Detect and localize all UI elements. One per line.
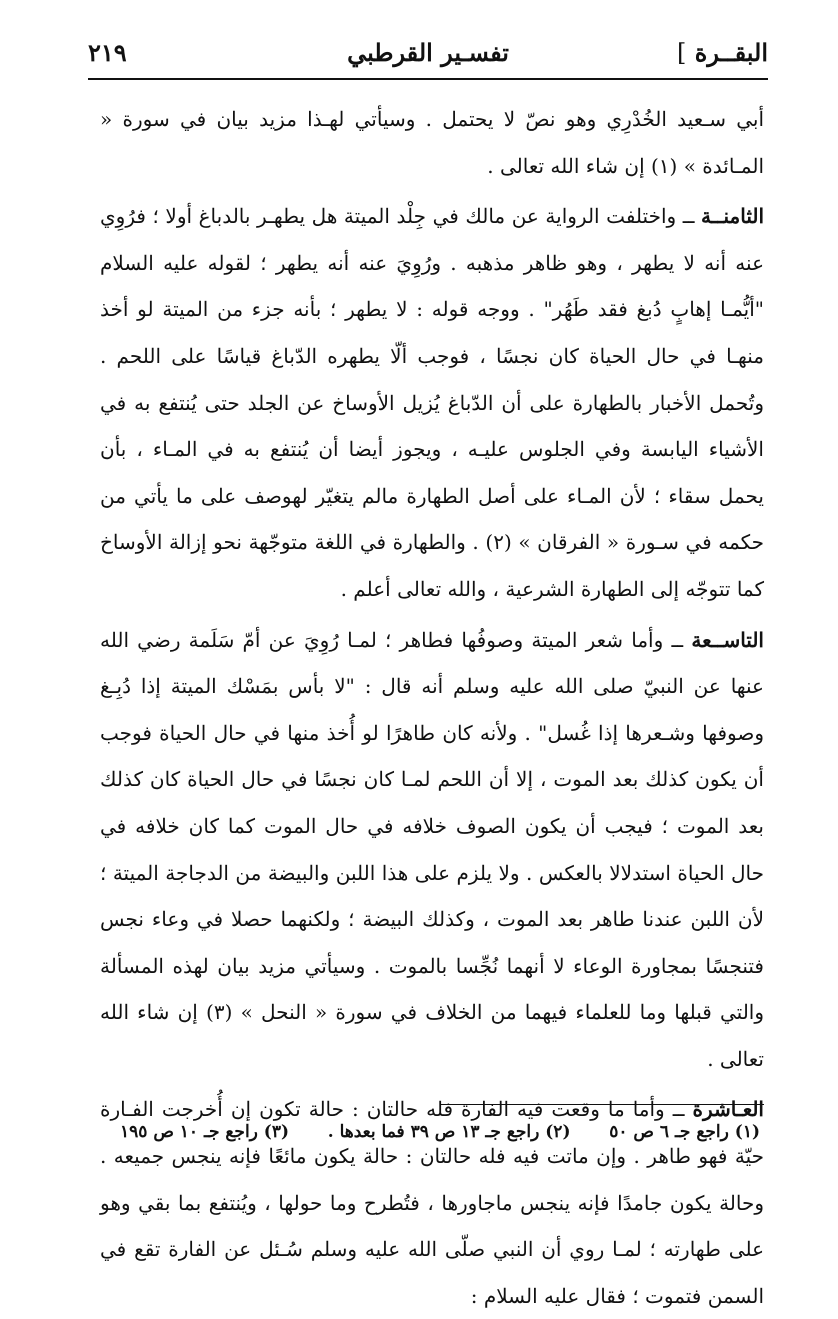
paragraph-text: ــ واختلفت الرواية عن مالك في جِلْد الميتة هل يطهـر بالدباغ أولا ؛ فرُوِي عنه أنه لا يطهر ، وهو ظاهر مذهبه . ورُوِيَ عنه أنه يطهر ؛ لقوله عليه السلام "أيُّمـا إهابٍ دُبغ فقد طَهُر" . ووجه قوله : لا يطهر ؛ بأنه جزء من الميتة لو أخذ منهـا في حال الحياة كان نجسًا ، فوجب ألّا يطهره الدّباغ قياسًا على اللحم . وتُحمل الأخبار بالطهارة على أن الدّباغ يُزيل الأوساخ عن الجلد حتى يُنتفع به في الأشياء اليابسة وفي الجلوس عليـه ، ويجوز أيضا أن يُنتفع به في المـاء ، بأن يحمل سقاء ؛ لأن المـاء على أصل الطهارة مالم يتغيّر لهوصف على ما يأتي من حكمه في سـورة « الفرقان » (٢) . والطهارة في اللغة متوجّهة نحو إزالة الأوساخ كما تتوجّه إلى الطهارة الشرعية ، والله تعالى أعلم .: [100, 204, 764, 601]
running-header: [88, 32, 768, 78]
paragraph-text: أبي سـعيد الخُدْرِي وهو نصّ لا يحتمل . وسيأتي لهـذا مزيد بيان في سورة « المـائدة » (١) إن شاء الله تعالى .: [100, 107, 764, 178]
paragraph-lead: العـاشرة: [692, 1097, 764, 1122]
paragraph-lead: التاســعة: [691, 627, 764, 652]
chapter-label: البقــرة: [694, 38, 768, 67]
book-title: تفسـير القرطبي: [347, 38, 509, 67]
footnotes: [120, 1122, 760, 1142]
header-bracket: ]: [677, 39, 687, 67]
footnote-1: (١) راجع جـ ٦ ص ٥٠: [609, 1122, 760, 1142]
paragraph-lead: الثامنــة: [701, 204, 764, 229]
footnote-3: (٣) راجع جـ ١٠ ص ١٩٥: [120, 1122, 290, 1142]
paragraph-continuation: [100, 96, 764, 189]
paragraph-text: ــ وأما ما وقعت فيه الفارة فله حالتان : حالة تكون إن أُخرجت الفـارة حيّة فهو طاهر . وإن ماتت فيه فله حالتان : حالة يكون مائعًا فإنه ينجس جميعه . وحالة يكون جامدًا فإنه ينجس ماجاورها ، فتُطرح وما حولها ، ويُنتفع بما بقي وهو على طهارته ؛ لمـا روي أن النبي صلّى الله عليه وسلم سُـئل عن الفارة تقع في السمن فتموت ؛ فقال عليه السلام :: [100, 1097, 764, 1308]
paragraph-eighth: [100, 193, 764, 612]
footnote-2: (٢) راجع جـ ١٣ ص ٣٩ فما بعدها .: [327, 1122, 571, 1142]
page-number: ٢١٩: [88, 38, 127, 67]
paragraph-text: ــ وأما شعر الميتة وصوفُها فطاهر ؛ لمـا رُوِيَ عن أمّ سَلَمة رضي الله عنها عن النبيّ صلى الله عليه وسلم أنه قال : "لا بأس بمَسْك الميتة إذا دُبِـغ وصوفها وشـعرها إذا غُسل" . ولأنه كان طاهرًا لو أُخذ منها في حال الحياة فوجب أن يكون كذلك بعد الموت ، إلا أن اللحم لمـا كان نجسًا في حال الحياة كان كذلك بعد الموت ؛ فيجب أن يكون الصوف خلافه في حال الموت كما كان خلافه في حال الحياة استدلالا بالعكس . ولا يلزم على هذا اللبن والبيضة من الدجاجة الميتة ؛ لأن اللبن عندنا طاهر بعد الموت ، وكذلك البيضة ؛ ولكنهما حصلا في وعاء نجس فتنجسًا بمجاورة الوعاء لا أنهما نُجِّسا بالموت . وسيأتي مزيد بيان لهذه المسألة والتي قبلها وما للعلماء فيهما من الخلاف في سورة « النحل » (٣) إن شاء الله تعالى .: [100, 627, 764, 1071]
paragraph-ninth: [100, 617, 764, 1083]
header-rule: [88, 78, 768, 80]
footnote-rule: [440, 1104, 764, 1105]
